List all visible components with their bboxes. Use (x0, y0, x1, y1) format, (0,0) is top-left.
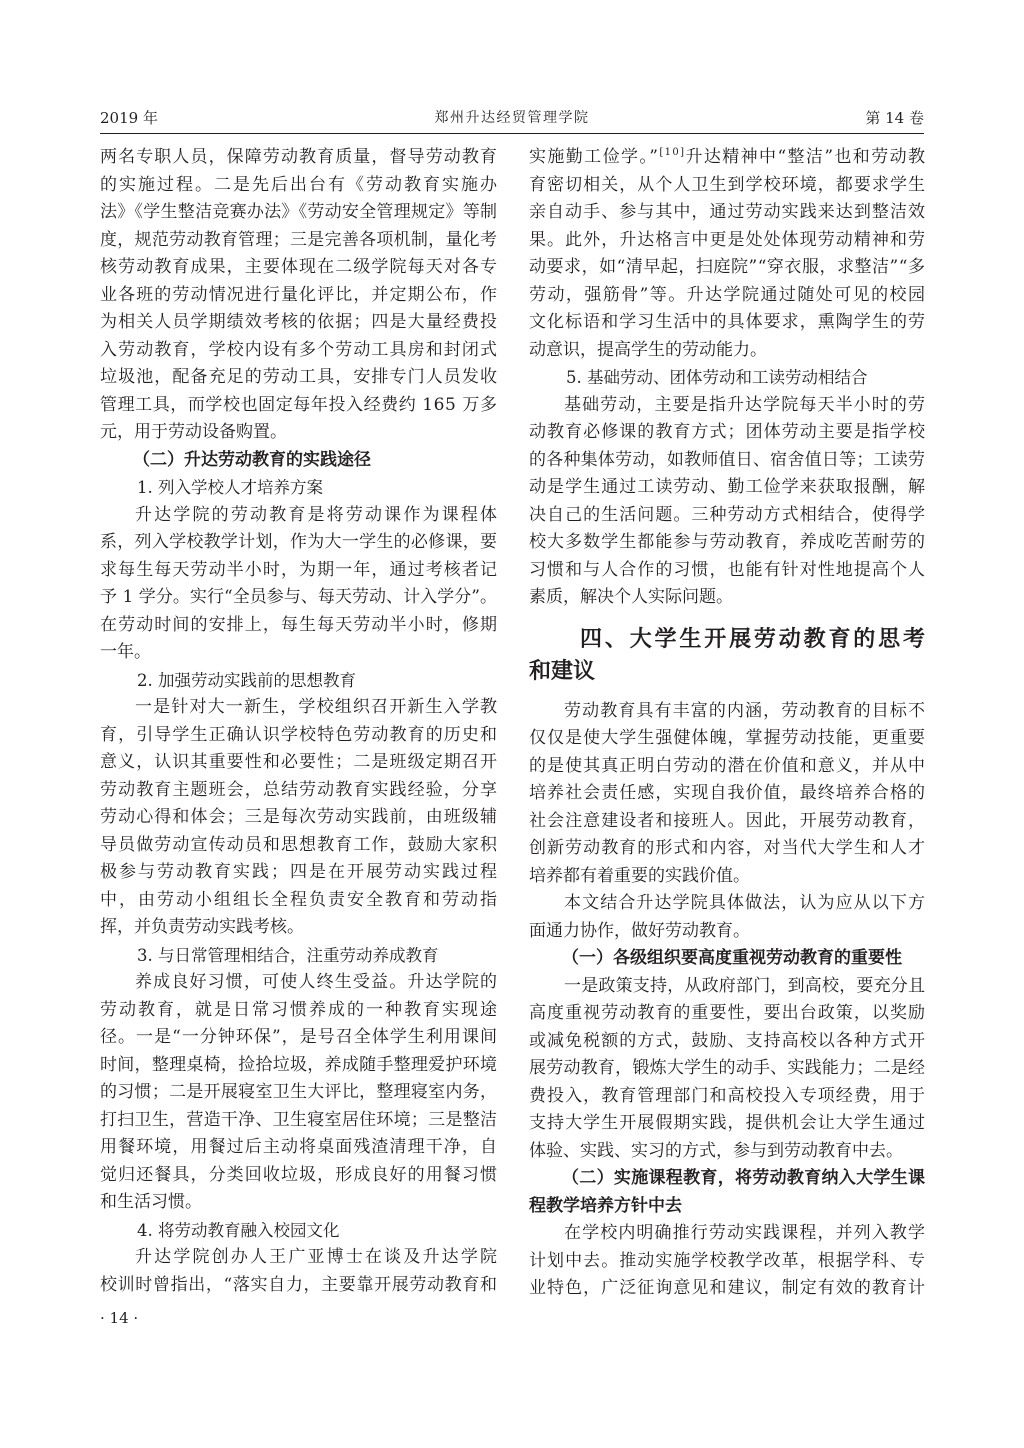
subsection-heading (100, 1217, 497, 1245)
line-text: 5. 基础劳动、团体劳动和工读劳动相结合 (566, 368, 868, 387)
text-line (100, 419, 497, 447)
text-line (529, 474, 925, 502)
line-text: 时间，整理桌椅，捡拾垃圾，养成随手整理爱护环境 (100, 1054, 498, 1075)
line-segment: 升达精神中“整洁”也和劳动教 (685, 147, 927, 167)
section-heading (100, 447, 497, 475)
text-line (100, 1107, 497, 1135)
line-text: 校大多数学生都能参与劳动教育，养成吃苦耐劳的 (529, 532, 927, 552)
text-line (529, 1275, 925, 1303)
line-text: 程教学培养方针中去 (529, 1195, 682, 1216)
text-line (529, 725, 925, 753)
text-line (529, 364, 925, 392)
running-header-journal: 郑州升达经贸管理学院 (434, 110, 590, 126)
line-text: 劳动教育，就是日常习惯养成的一种教育实现途 (100, 999, 499, 1020)
line-text: 觉归还餐具，分类回收垃圾，形成良好的用餐习惯 (100, 1164, 499, 1185)
text-line (529, 144, 925, 172)
line-text: （一）各级组织要高度重视劳动教育的重要性 (562, 948, 902, 968)
text-line (100, 282, 497, 310)
text-line (100, 172, 497, 200)
text-line (529, 918, 925, 946)
subsection-heading (100, 667, 497, 695)
text-line (529, 624, 928, 656)
line-text: 的各种集体劳动，如教师值日、宿舍值日等；工读劳 (529, 449, 926, 470)
line-text: 仅仅是使大学生强健体魄，掌握劳动技能，更重要 (529, 728, 927, 748)
text-line (529, 282, 925, 310)
paragraph (100, 502, 500, 667)
line-text: 养成良好习惯，可使人终生受益。升达学院的 (135, 972, 499, 992)
line-text: 挥，并负责劳动实践考核。 (100, 917, 304, 937)
line-text: 2. 加强劳动实践前的思想教育 (137, 670, 356, 690)
text-line (529, 973, 925, 1001)
line-segment: 实施勤工俭学。” (529, 147, 660, 167)
text-line (529, 945, 925, 973)
text-line (529, 557, 925, 585)
text-line (529, 808, 925, 836)
line-text: 升达学院的劳动教育是将劳动课作为课程体 (135, 504, 500, 525)
line-text: 意义，认识其重要性和必要性；二是班级定期召开 (100, 752, 499, 772)
line-text: 动是学生通过工读劳动、勤工俭学来获取报酬，解 (529, 477, 927, 497)
text-line (529, 753, 925, 781)
line-text: 业特色，广泛征询意见和建议，制定有效的教育计 (529, 1278, 927, 1298)
subsection-heading (100, 942, 497, 970)
line-text: 亲自动手、参与其中，通过劳动实践来达到整洁效 (529, 202, 927, 222)
line-text: 度，规范劳动教育管理；三是完善各项机制，量化考 (100, 229, 498, 250)
citation-reference: [10] (659, 147, 686, 158)
line-text: 法》《学生整洁竞赛办法》《劳动安全管理规定》等制 (100, 202, 498, 222)
line-text: 一是针对大一新生，学校组织召开新生入学教 (135, 697, 499, 717)
text-line (100, 447, 497, 475)
text-line (529, 780, 925, 808)
line-text: 垃圾池，配备充足的劳动工具，安排专门人员发收 (100, 367, 499, 387)
line-text: 的是使其真正明白劳动的潜在价值和意义，并从中 (529, 755, 927, 776)
line-text: 和建议 (529, 658, 596, 684)
line-text: 文化标语和学习生活中的具体要求，熏陶学生的劳 (529, 312, 927, 332)
paragraph (529, 1220, 925, 1303)
line-text: 动意识，提高学生的劳动能力。 (529, 339, 767, 360)
paragraph (529, 973, 925, 1166)
line-text: 四、大学生开展劳动教育的思考 (580, 626, 928, 652)
line-text: 求每生每天劳动半小时，为期一年，通过考核者记 (100, 559, 499, 580)
section-title (529, 624, 928, 688)
line-text: 在劳动时间的安排上，每生每天劳动半小时，修期 (100, 614, 499, 635)
text-line (100, 639, 497, 667)
line-text: 的习惯；二是开展寝室卫生大评比，整理寝室内务， (100, 1082, 498, 1102)
text-line (529, 835, 925, 863)
paragraph (529, 392, 925, 612)
text-line (529, 447, 925, 475)
paragraph (529, 144, 925, 364)
paragraph (100, 694, 497, 942)
line-text: 动要求，如“清早起，扫庭院”“穿衣服，求整洁”“多 (529, 257, 926, 277)
text-line (100, 887, 497, 915)
line-text: 费投入，教育管理部门和高校投入专项经费，用于 (529, 1085, 927, 1106)
text-line (100, 969, 497, 997)
text-line (100, 227, 497, 255)
line-text: 习惯和与人合作的习惯，也能有针对性地提高个人 (529, 559, 927, 580)
paragraph (529, 890, 925, 945)
line-text: （二）实施课程教育，将劳动教育纳入大学生课 (562, 1168, 926, 1188)
line-text: 展劳动教育，锻炼大学生的动手、实践能力；二是经 (529, 1058, 926, 1078)
line-text: 本文结合升达学院具体做法，认为应从以下方 (564, 893, 927, 913)
text-line (529, 1028, 925, 1056)
line-text: 打扫卫生，营造干净、卫生寝室居住环境；三是整洁 (100, 1109, 498, 1130)
line-text: 导员做劳动宣传动员和思想教育工作，鼓励大家积 (100, 834, 499, 855)
line-text: 4. 将劳动教育融入校园文化 (137, 1220, 340, 1240)
line-text: 动教育必修课的教育方式；团体劳动主要是指学校 (529, 422, 927, 442)
line-text: 计划中去。推动实施学校教学改革，根据学科、专 (529, 1250, 927, 1271)
text-line (529, 863, 925, 891)
text-line (529, 656, 925, 688)
line-text: 校训时曾指出，“落实自力，主要靠开展劳动教育和 (100, 1274, 498, 1295)
text-line (100, 584, 497, 612)
line-text: 系，列入学校教学计划，作为大一学生的必修课，要 (100, 532, 498, 552)
section-heading (529, 1165, 925, 1220)
line-text: 在学校内明确推行劳动实践课程，并列入教学 (564, 1223, 927, 1243)
text-line (100, 914, 497, 942)
text-line (529, 502, 925, 530)
line-text: 劳动教育具有丰富的内涵，劳动教育的目标不 (564, 700, 927, 721)
line-text: 劳动教育主题班会，总结劳动教育实践经验，分享 (100, 779, 499, 800)
text-line (529, 1220, 925, 1248)
section-heading (529, 945, 925, 973)
page-number: · 14 · (100, 1309, 139, 1327)
text-line (529, 1165, 925, 1193)
text-line (529, 392, 925, 420)
text-line (529, 227, 925, 255)
text-line (529, 1138, 925, 1166)
running-header-year: 2019 年 (100, 109, 158, 127)
line-text: 一是政策支持，从政府部门，到高校，要充分且 (564, 975, 926, 996)
line-text: 一年。 (100, 642, 151, 662)
text-line (529, 199, 925, 227)
text-line (100, 942, 497, 970)
text-line (100, 777, 497, 805)
text-line (529, 1055, 925, 1083)
text-line (529, 529, 925, 557)
line-text: 中，由劳动小组组长全程负责安全教育和劳动指 (100, 889, 499, 910)
text-line (100, 309, 497, 337)
line-text: 核劳动教育成果，主要体现在二级学院每天对各专 (100, 257, 499, 277)
text-line (100, 1217, 497, 1245)
paragraph (529, 698, 925, 891)
line-text: 高度重视劳动教育的重要性，要出台政策，以奖励 (529, 1003, 927, 1023)
line-text: 创新劳动教育的形式和内容，对当代大学生和人才 (529, 838, 927, 858)
header-rule (100, 133, 924, 134)
text-line (100, 612, 497, 640)
text-line (100, 1052, 497, 1080)
line-text: 培养社会责任感，实现自我价值，最终培养合格的 (529, 783, 927, 803)
line-text: 培养都有着重要的实践价值。 (529, 865, 750, 886)
paragraph (100, 1244, 500, 1299)
text-line (529, 254, 925, 282)
text-line (100, 529, 497, 557)
text-line (100, 337, 497, 365)
line-text: 素质，解决个人实际问题。 (529, 587, 733, 607)
text-line (100, 667, 497, 695)
left-column (100, 144, 500, 1299)
text-line (529, 1248, 925, 1276)
line-text: 元，用于劳动设备购置。 (100, 422, 287, 442)
line-text: 予 1 学分。实行“全员参与、每天劳动、计入学分”。 (100, 587, 498, 607)
running-header-volume: 第 14 卷 (865, 109, 924, 127)
paragraph (100, 969, 497, 1217)
line-text: 升达学院创办人王广亚博士在谈及升达学院 (135, 1247, 500, 1267)
line-text: 支持大学生开展假期实践，提供机会让大学生通过 (529, 1113, 927, 1133)
line-text: 径。一是“一分钟环保”，是号召全体学生利用课间 (100, 1027, 499, 1047)
line-text: 3. 与日常管理相结合，注重劳动养成教育 (137, 945, 439, 965)
line-text: 用餐环境，用餐过后主动将桌面残渣清理干净，自 (100, 1137, 499, 1157)
line-text: 面通力协作，做好劳动教育。 (529, 920, 750, 941)
text-line (529, 337, 925, 365)
text-line (100, 364, 497, 392)
text-line (529, 172, 925, 200)
line-text: 为相关人员学期绩效考核的依据；四是大量经费投 (100, 312, 499, 332)
text-line (100, 1162, 497, 1190)
right-column (529, 144, 928, 1303)
text-line (100, 474, 497, 502)
text-line (529, 698, 925, 726)
line-text: 体验、实践、实习的方式，参与到劳动教育中去。 (529, 1140, 903, 1161)
line-text: 管理工具，而学校也固定每年投入经费约 165 万多 (100, 394, 498, 415)
line-text: 育密切相关，从个人卫生到学校环境，都要求学生 (529, 174, 927, 195)
text-line (100, 859, 497, 887)
line-text: 极参与劳动教育实践；四是在开展劳动实践过程 (100, 862, 499, 882)
text-line (100, 804, 497, 832)
text-line (529, 309, 925, 337)
line-text: 两名专职人员，保障劳动教育质量，督导劳动教育 (100, 147, 499, 167)
line-text: 社会注意建设者和接班人。因此，开展劳动教育， (529, 810, 927, 831)
line-text: 1. 列入学校人才培养方案 (137, 478, 323, 497)
line-text: 的实施过程。二是先后出台有《劳动教育实施办 (100, 174, 499, 195)
line-text: （二）升达劳动教育的实践途径 (133, 449, 371, 470)
text-line (100, 1189, 497, 1217)
text-line (529, 1000, 925, 1028)
text-line (100, 1134, 497, 1162)
line-text: 入劳动教育，学校内设有多个劳动工具房和封闭式 (100, 339, 499, 360)
text-line (100, 199, 497, 227)
line-text: 决自己的生活问题。三种劳动方式相结合，使得学 (529, 504, 927, 525)
text-line (100, 694, 497, 722)
text-line (529, 419, 925, 447)
text-line (529, 1193, 925, 1221)
running-header (100, 106, 924, 130)
subsection-heading (529, 364, 925, 392)
line-text: 基础劳动，主要是指升达学院每天半小时的劳 (564, 394, 927, 415)
text-line (529, 1110, 925, 1138)
line-text (529, 144, 926, 172)
line-text: 果。此外，升达格言中更是处处体现劳动精神和劳 (529, 229, 927, 250)
text-line (529, 1083, 925, 1111)
text-line (100, 832, 497, 860)
text-line (100, 1244, 500, 1272)
text-line (529, 584, 925, 612)
text-line (100, 1272, 497, 1300)
line-text: 业各班的劳动情况进行量化评比，并定期公布，作 (100, 284, 499, 305)
text-line (100, 254, 497, 282)
line-text: 和生活习惯。 (100, 1192, 202, 1212)
line-text: 或减免税额的方式，鼓励、支持高校以各种方式开 (529, 1030, 927, 1051)
text-line (100, 502, 500, 530)
text-line (100, 1079, 497, 1107)
text-line (100, 722, 497, 750)
text-line (100, 557, 497, 585)
line-text: 劳动，强筋骨”等。升达学院通过随处可见的校园 (529, 284, 927, 305)
subsection-heading (100, 474, 497, 502)
text-line (100, 392, 497, 420)
text-line (100, 1024, 497, 1052)
text-line (529, 890, 925, 918)
text-line (100, 997, 497, 1025)
text-line (100, 144, 497, 172)
paragraph (100, 144, 497, 447)
line-text: 育，引导学生正确认识学校特色劳动教育的历史和 (100, 724, 499, 745)
text-line (100, 749, 497, 777)
line-text: 劳动心得和体会；三是每次劳动实践前，由班级辅 (100, 807, 499, 827)
